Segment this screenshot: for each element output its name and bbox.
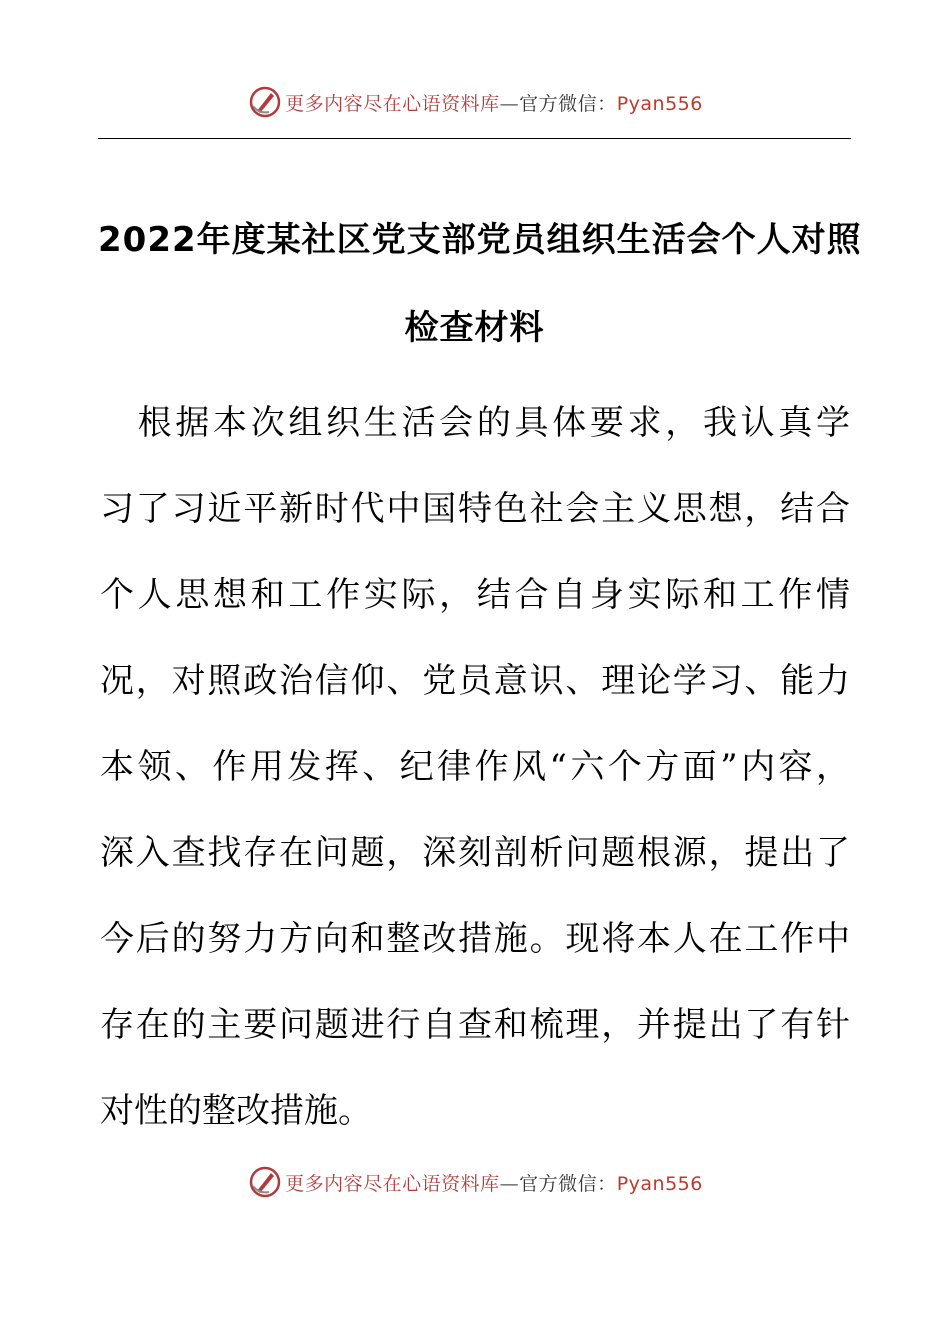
paragraph-line: 今后的努力方向和整改措施。现将本人在工作中 bbox=[100, 919, 850, 959]
watermark-dash: — bbox=[499, 92, 520, 115]
watermark-text bbox=[285, 89, 703, 116]
watermark-label: 官方微信： bbox=[519, 1172, 617, 1195]
paragraph-line: 深入查找存在问题，深刻剖析问题根源，提出了 bbox=[100, 833, 850, 873]
watermark-wechat: Pyan556 bbox=[616, 1172, 703, 1195]
watermark-wechat: Pyan556 bbox=[616, 92, 703, 115]
document-title bbox=[98, 196, 862, 372]
title-line: 检查材料 bbox=[404, 308, 545, 348]
paragraph-line: 本领、作用发挥、纪律作风“六个方面”内容， bbox=[100, 747, 850, 787]
document-body bbox=[100, 380, 850, 1154]
title-line: 2022年度某社区党支部党员组织生活会个人对照 bbox=[98, 220, 862, 260]
watermark-text bbox=[285, 1169, 703, 1196]
paragraph-line: 存在的主要问题进行自查和梳理，并提出了有针 bbox=[100, 1005, 850, 1045]
header-watermark bbox=[0, 82, 950, 122]
pen-circle-logo-icon bbox=[247, 84, 283, 120]
watermark-label: 官方微信： bbox=[519, 92, 617, 115]
watermark-site: 更多内容尽在心语资料库 bbox=[285, 92, 500, 115]
watermark-dash: — bbox=[499, 1172, 520, 1195]
paragraph-line: 习了习近平新时代中国特色社会主义思想，结合 bbox=[100, 489, 850, 529]
footer-watermark bbox=[0, 1162, 950, 1202]
paragraph-line: 况，对照政治信仰、党员意识、理论学习、能力 bbox=[100, 661, 850, 701]
watermark-site: 更多内容尽在心语资料库 bbox=[285, 1172, 500, 1195]
paragraph-line: 根据本次组织生活会的具体要求，我认真学 bbox=[100, 403, 850, 443]
pen-circle-logo-icon bbox=[247, 1164, 283, 1200]
header-rule bbox=[98, 138, 851, 139]
paragraph-line: 对性的整改措施。 bbox=[100, 1091, 372, 1131]
paragraph-line: 个人思想和工作实际，结合自身实际和工作情 bbox=[100, 575, 850, 615]
